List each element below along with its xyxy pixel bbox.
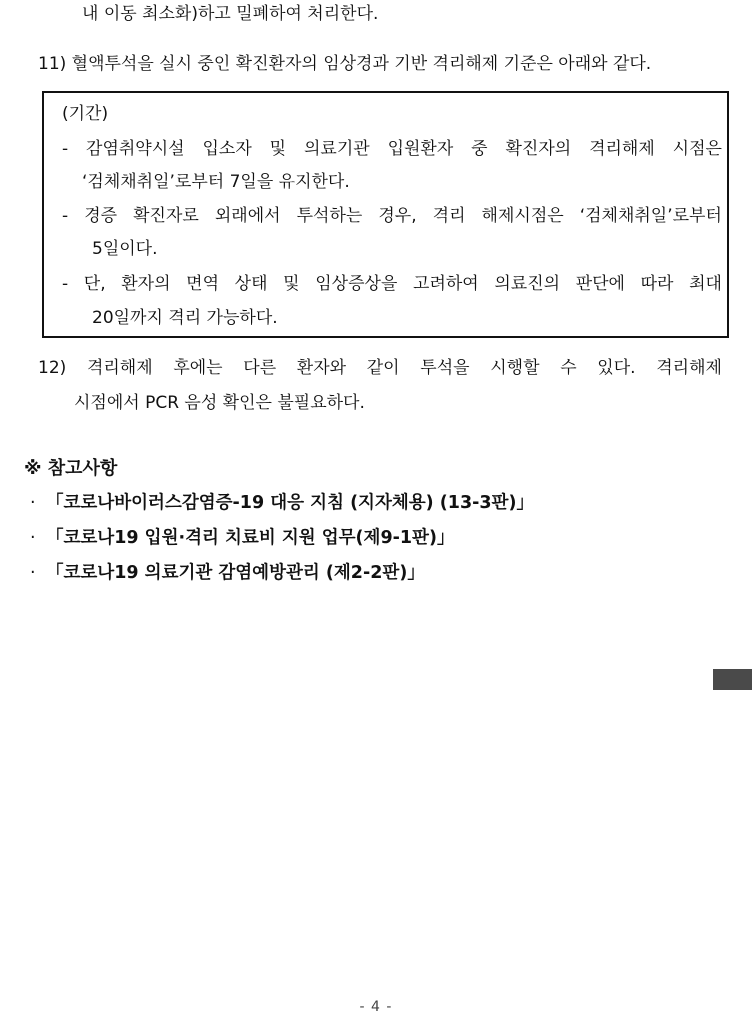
word: 고려하여 [413,274,479,294]
references-title: ※ 참고사항 [24,458,118,479]
box-bullet-3-line-1 [62,272,722,296]
word: 격리 [432,206,466,226]
box-header: (기간) [62,104,109,124]
word: 경우, [378,206,417,226]
word: 따라 [640,274,674,294]
word: 외래에서 [214,206,281,226]
reference-item [30,561,425,585]
word: 상태 [234,274,268,294]
reference-item [30,526,454,550]
page-number: - 4 - [359,999,393,1015]
word: 시행할 [490,358,540,378]
word: 의료기관 [303,139,370,159]
item-12-line-2: 시점에서 PCR 음성 확인은 불필요하다. [74,393,365,413]
word: 격리해제 [589,139,655,159]
word: 격리해제 [656,358,722,378]
word: 및 [269,139,287,159]
reference-text: 「코로나바이러스감염증-19 대응 지침 (지자체용) (13-3판)」 [46,493,534,513]
word: 최대 [689,274,722,294]
item-12-line-1 [38,356,722,380]
word: 중 [471,139,488,159]
box-bullet-1-line-2: ‘검체채취일’로부터 7일을 유지한다. [82,172,350,192]
word: 투석하는 [296,206,363,226]
word: 경증 [84,206,118,226]
reference-text: 「코로나19 의료기관 감염예방관리 (제2-2판)」 [46,563,425,583]
word: 환자와 [296,358,347,378]
word: 시점은 [672,139,722,159]
word: - [62,139,69,159]
word: 수 [560,358,577,378]
word: - [62,206,69,226]
word: 의료진의 [494,274,561,294]
word: 입원환자 [387,139,454,159]
box-bullet-1-line-1 [62,137,722,161]
box-bullet-2-line-2: 5일이다. [92,239,158,259]
word: ‘검체채취일’로부터 [579,206,722,226]
word: 다른 [243,358,277,378]
word: 감염취약시설 [86,139,185,159]
reference-item [30,491,534,515]
bullet-dot: · [30,493,36,513]
word: 있다. [597,358,636,378]
side-chapter-tab [713,669,752,690]
word: 확진자의 [505,139,572,159]
word: 격리해제 [86,358,153,378]
item-10-continuation: 내 이동 최소화)하고 밀폐하여 처리한다. [82,4,379,24]
word: 확진자로 [133,206,199,226]
box-bullet-2-line-1 [62,204,722,228]
word: 해제시점은 [481,206,564,226]
word: 임상증상을 [315,274,398,294]
word: 투석을 [420,358,470,378]
word: 12) [38,358,67,378]
word: 및 [283,274,300,294]
word: - [62,274,69,294]
item-11-text: 11) 혈액투석을 실시 중인 확진환자의 임상경과 기반 격리해제 기준은 아래와 같다. [38,54,652,74]
word: 면역 [186,274,220,294]
word: 입소자 [202,139,252,159]
bullet-dot: · [30,563,36,583]
word: 판단에 [575,274,625,294]
word: 단, [83,274,106,294]
word: 같이 [366,358,400,378]
box-bullet-3-line-2: 20일까지 격리 가능하다. [92,308,278,328]
word: 환자의 [121,274,171,294]
word: 후에는 [173,358,223,378]
bullet-dot: · [30,528,36,548]
reference-text: 「코로나19 입원·격리 치료비 지원 업무(제9-1판)」 [46,528,455,548]
